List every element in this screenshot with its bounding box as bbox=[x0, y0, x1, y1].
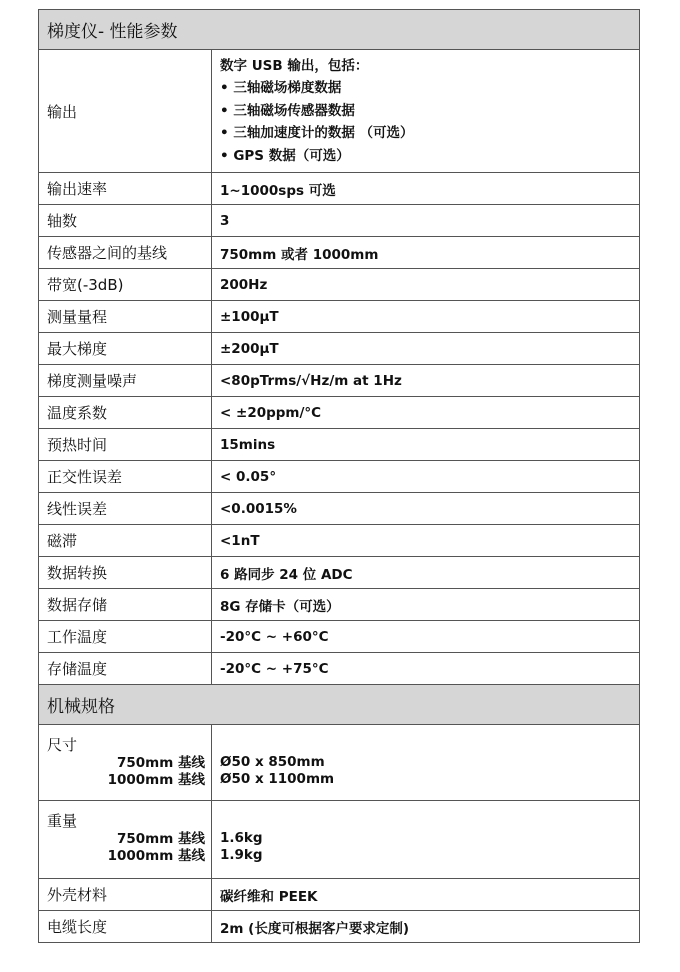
row-value: 8G 存储卡（可选） bbox=[220, 598, 340, 615]
size-label-cell bbox=[39, 725, 212, 800]
baseline-label: 750mm 基线 bbox=[116, 755, 205, 771]
weight-label-cell bbox=[39, 801, 212, 878]
spec-table bbox=[38, 9, 640, 943]
output-line: • GPS 数据（可选） bbox=[220, 147, 350, 164]
row-label: 线性误差 bbox=[39, 493, 212, 524]
table-row bbox=[39, 365, 639, 397]
table-row bbox=[39, 269, 639, 301]
row-label: 外壳材料 bbox=[39, 879, 212, 910]
row-value: ±200μT bbox=[220, 340, 279, 357]
row-value: <0.0015% bbox=[220, 500, 297, 517]
row-value: <1nT bbox=[220, 532, 260, 549]
row-value: 2m (长度可根据客户要求定制) bbox=[220, 920, 409, 937]
row-label: 尺寸 bbox=[47, 736, 78, 754]
row-label: 存储温度 bbox=[39, 653, 212, 684]
row-value: < ±20ppm/°C bbox=[220, 404, 322, 421]
table-row bbox=[39, 173, 639, 205]
table-row bbox=[39, 911, 639, 942]
size-value-cell bbox=[212, 725, 639, 800]
table-row-size bbox=[39, 725, 639, 801]
table-row bbox=[39, 301, 639, 333]
output-value-list bbox=[212, 50, 639, 172]
row-label: 正交性误差 bbox=[39, 461, 212, 492]
row-label: 预热时间 bbox=[39, 429, 212, 460]
row-value: -20°C ~ +75°C bbox=[220, 660, 329, 677]
row-value: 1.9kg bbox=[220, 847, 263, 863]
table-row-output bbox=[39, 50, 639, 173]
row-value: 750mm 或者 1000mm bbox=[220, 246, 379, 263]
table-row bbox=[39, 461, 639, 493]
row-value: 碳纤维和 PEEK bbox=[220, 888, 318, 905]
performance-header: 梯度仪- 性能参数 bbox=[39, 10, 639, 50]
row-label: 数据转换 bbox=[39, 557, 212, 588]
output-line: • 三轴磁场梯度数据 bbox=[220, 80, 342, 97]
row-value: <80pTrms/√Hz/m at 1Hz bbox=[220, 372, 402, 389]
table-row bbox=[39, 333, 639, 365]
table-row bbox=[39, 493, 639, 525]
table-row bbox=[39, 879, 639, 911]
row-value: 1.6kg bbox=[220, 830, 263, 846]
baseline-label: 750mm 基线 bbox=[116, 831, 205, 847]
weight-value-cell bbox=[212, 801, 639, 878]
table-row-weight bbox=[39, 801, 639, 879]
row-label: 数据存储 bbox=[39, 589, 212, 620]
baseline-label: 1000mm 基线 bbox=[107, 848, 205, 864]
table-row bbox=[39, 621, 639, 653]
table-row bbox=[39, 557, 639, 589]
row-value: ±100μT bbox=[220, 308, 279, 325]
row-value: 6 路同步 24 位 ADC bbox=[220, 566, 353, 583]
table-row bbox=[39, 525, 639, 557]
row-label: 磁滞 bbox=[39, 525, 212, 556]
baseline-label: 1000mm 基线 bbox=[107, 772, 205, 788]
output-line: • 三轴磁场传感器数据 bbox=[220, 102, 355, 119]
row-label: 测量量程 bbox=[39, 301, 212, 332]
table-row bbox=[39, 237, 639, 269]
table-row bbox=[39, 653, 639, 685]
row-label: 最大梯度 bbox=[39, 333, 212, 364]
row-label: 工作温度 bbox=[39, 621, 212, 652]
row-value: Ø50 x 1100mm bbox=[220, 771, 335, 787]
table-row bbox=[39, 205, 639, 237]
mechanical-header: 机械规格 bbox=[39, 685, 639, 725]
row-label: 传感器之间的基线 bbox=[39, 237, 212, 268]
row-label: 带宽(-3dB) bbox=[39, 269, 212, 300]
row-value: < 0.05° bbox=[220, 468, 277, 485]
output-line: • 三轴加速度计的数据 （可选） bbox=[220, 125, 414, 142]
output-line: 数字 USB 输出，包括： bbox=[220, 57, 369, 74]
table-row bbox=[39, 589, 639, 621]
row-label: 温度系数 bbox=[39, 397, 212, 428]
row-value: 200Hz bbox=[220, 276, 268, 293]
row-label: 梯度测量噪声 bbox=[39, 365, 212, 396]
row-label: 输出速率 bbox=[39, 173, 212, 204]
row-value: Ø50 x 850mm bbox=[220, 754, 325, 770]
table-row bbox=[39, 397, 639, 429]
row-value: 3 bbox=[220, 212, 230, 229]
row-label: 输出 bbox=[39, 50, 212, 172]
row-value: 15mins bbox=[220, 436, 276, 453]
row-value: 1~1000sps 可选 bbox=[220, 182, 336, 199]
table-row bbox=[39, 429, 639, 461]
row-value: -20°C ~ +60°C bbox=[220, 628, 329, 645]
row-label: 电缆长度 bbox=[39, 911, 212, 942]
row-label: 重量 bbox=[47, 812, 78, 830]
row-label: 轴数 bbox=[39, 205, 212, 236]
